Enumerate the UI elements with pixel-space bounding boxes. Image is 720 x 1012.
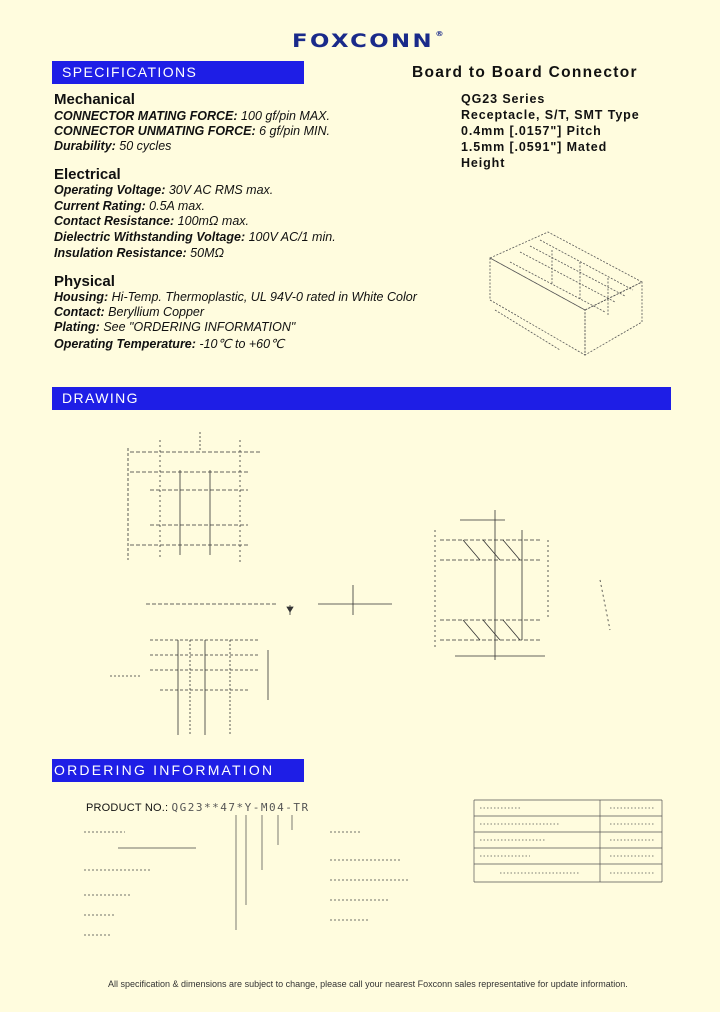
series-line: 1.5mm [.0591"] Mated: [461, 140, 608, 154]
spec-line: CONNECTOR UNMATING FORCE: 6 gf/pin MIN.: [54, 124, 330, 138]
spec-line: CONNECTOR MATING FORCE: 100 gf/pin MAX.: [54, 109, 330, 123]
plating-options-table: [474, 800, 662, 882]
connector-isometric-illustration: [490, 232, 642, 355]
registered-mark: ®: [435, 30, 446, 38]
spec-line: Contact Resistance: 100mΩ max.: [54, 214, 249, 228]
product-number: [86, 801, 310, 814]
electrical-heading: Electrical: [54, 166, 121, 183]
series-line: Height: [461, 156, 506, 170]
top-view-drawing: [128, 432, 260, 565]
spec-line: Plating: See "ORDERING INFORMATION": [54, 320, 296, 334]
product-number-label: PRODUCT NO.:: [86, 802, 169, 814]
spec-line: Current Rating: 0.5A max.: [54, 199, 205, 213]
series-line: Receptacle, S/T, SMT Type: [461, 108, 640, 122]
spec-line: Operating Temperature: -10℃ to +60℃: [54, 337, 285, 351]
spec-line: Insulation Resistance: 50MΩ: [54, 246, 224, 260]
spec-line: Durability: 50 cycles: [54, 139, 172, 153]
product-title: Board to Board Connector: [412, 64, 638, 81]
product-number-code: QG23**47*Y-M04-TR: [171, 801, 310, 814]
side-view-drawing: [146, 585, 392, 615]
specifications-heading: SPECIFICATIONS: [62, 64, 198, 80]
physical-heading: Physical: [54, 273, 115, 290]
logo-text: FOXCONN: [292, 30, 434, 52]
receptacle-section-drawing: [435, 510, 610, 660]
ordering-code-diagram: [84, 815, 410, 935]
series-line: 0.4mm [.0157"] Pitch: [461, 124, 602, 138]
series-line: QG23 Series: [461, 92, 546, 106]
footer-disclaimer: All specification & dimensions are subject to change, please call your nearest Foxconn sales representative for update information.: [108, 979, 628, 989]
drawing-heading: DRAWING: [62, 390, 139, 406]
ordering-heading: ORDERING INFORMATION: [54, 762, 275, 778]
spec-line: Contact: Beryllium Copper: [54, 305, 205, 319]
spec-line: Housing: Hi-Temp. Thermoplastic, UL 94V-0 rated in White Color: [54, 290, 417, 304]
spec-line: Operating Voltage: 30V AC RMS max.: [54, 183, 274, 197]
footprint-drawing: [110, 640, 268, 735]
mechanical-heading: Mechanical: [54, 91, 135, 108]
spec-line: Dielectric Withstanding Voltage: 100V AC/1 min.: [54, 230, 336, 244]
